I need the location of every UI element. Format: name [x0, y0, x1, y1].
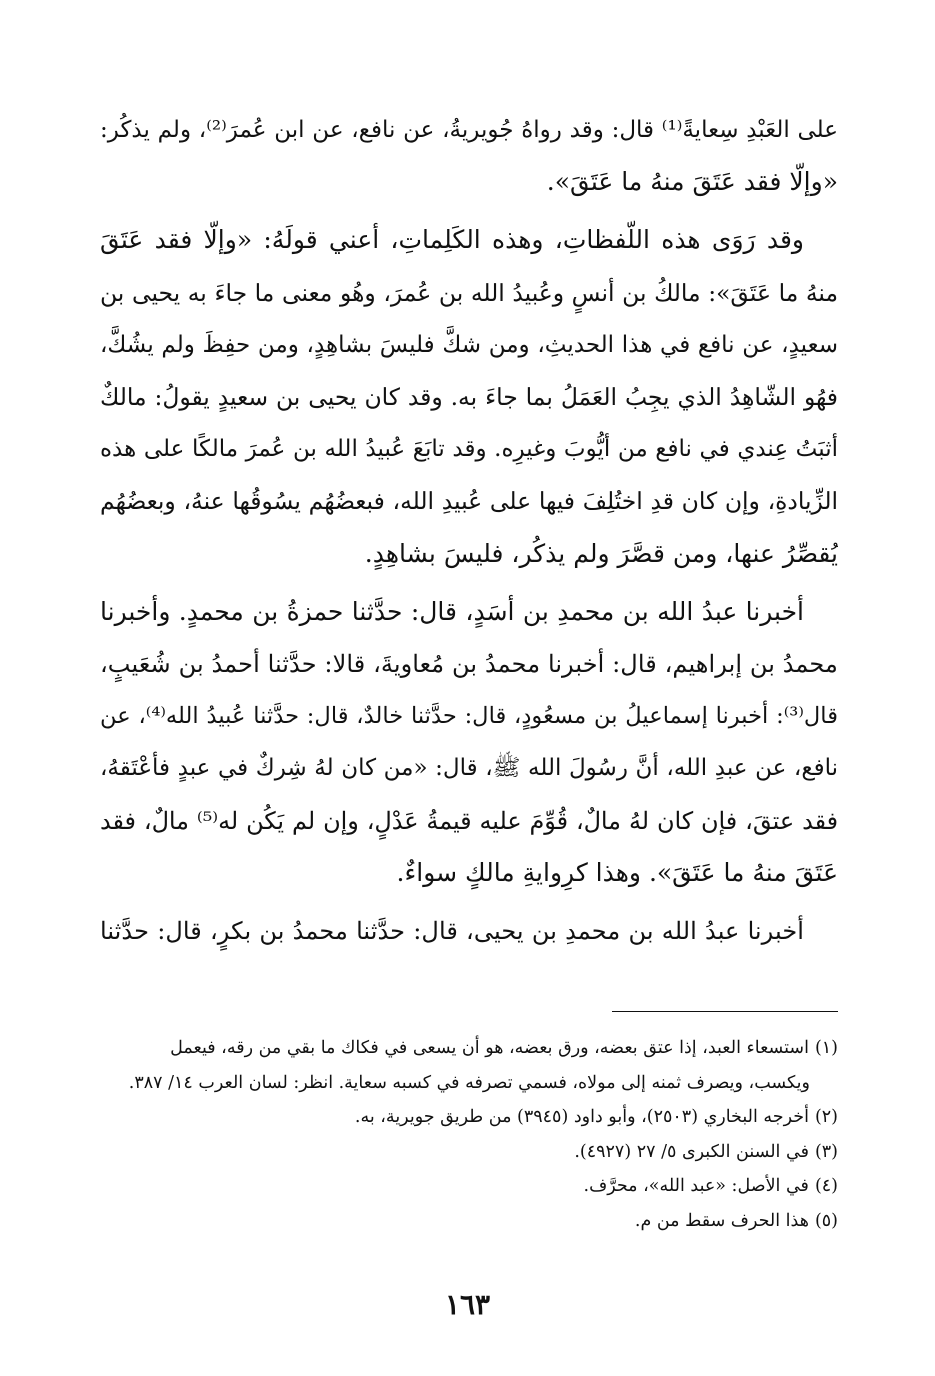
text-line: يُقصِّرُ عنها، ومن قصَّرَ ولم يذكُر، فليسَ بشاهِدٍ.	[364, 538, 838, 568]
text-line: محمدُ بن إبراهيم، قال: أخبرنا محمدُ بن مُعاويةَ، قالا: حدَّثنا أحمدُ بن شُعَيبٍ،	[100, 650, 838, 679]
text-line: نافع، عن عبدِ الله، أنَّ رسُولَ الله ﷺ، قال: «من كان لهُ شِركٌ في عبدٍ فأعْتَقهُ،	[100, 755, 838, 782]
paragraph	[100, 905, 838, 957]
text-line: قال⁽³⁾: أخبرنا إسماعيلُ بن مسعُودٍ، قال: حدَّثنا خالدٌ، قال: حدَّثنا عُبيدُ الله⁽⁴⁾، عن	[100, 703, 838, 730]
footnote-2: (٢)أخرجه البخاري (٢٥٠٣)، وأبو داود (٣٩٤٥) من طريق جويرية، به.	[354, 1107, 838, 1127]
footnotes	[100, 1031, 838, 1238]
text-line: عَتَقَ منهُ ما عَتَقَ». وهذا كرِوايةِ مالكٍ سواءٌ.	[396, 857, 838, 887]
footnote-separator	[612, 1011, 838, 1012]
paragraph	[100, 214, 838, 579]
text-line: وقد رَوَى هذه اللّفظاتِ، وهذه الكَلِماتِ، أعني قولَهُ: «وإلّا فقد عَتَقَ	[100, 225, 804, 255]
main-text	[100, 104, 838, 963]
text-line: أخبرنا عبدُ الله بن محمدِ بن يحيى، قال: حدَّثنا محمدُ بن بكرٍ، قال: حدَّثنا	[100, 917, 804, 946]
text-line: فهُو الشّاهِدُ الذي يجِبُ العَمَلُ بما جاءَ به. وقد كان يحيى بن سعيدٍ يقولُ: مالكٌ	[100, 383, 838, 412]
text-line: «وإلّا فقد عَتَقَ منهُ ما عَتَقَ».	[546, 167, 838, 197]
text-line: منهُ ما عَتَقَ»: مالكُ بن أنسٍ وعُبيدُ الله بن عُمرَ، وهُو معنى ما جاءَ به يحيى بن	[100, 278, 838, 307]
text-line: الزِّيادةِ، وإن كان قدِ اختُلِفَ فيها على عُبيدِ الله، فبعضُهُم يسُوقُها عنهُ، وبعضُهُم	[100, 487, 838, 516]
text-line: أخبرنا عبدُ الله بن محمدِ بن أسَدٍ، قال: حدَّثنا حمزةُ بن محمدٍ. وأخبرنا	[100, 596, 804, 626]
footnote-4: (٤)في الأصل: «عبد الله»، محرَّف.	[583, 1176, 838, 1196]
footnote-3: (٣)في السنن الكبرى ٥/ ٢٧ (٤٩٢٧).	[574, 1141, 838, 1162]
text-line: سعيدٍ، عن نافع في هذا الحديثِ، ومن شكَّ فليسَ بشاهِدٍ، ومن حفِظَ ولم يشُكَّ،	[100, 331, 838, 358]
footnote-1: (١)استسعاء العبد، إذا عتق بعضه، ورق بعضه، هو أن يسعى في فكاك ما بقي من رقه، فيعمل	[170, 1038, 838, 1058]
footnote-1-continued: ويكسب، ويصرف ثمنه إلى مولاه، فسمي تصرفه في كسبه سعاية. انظر: لسان العرب ١٤/ ٣٨٧.	[128, 1072, 810, 1093]
text-line: فقد عتقَ، فإن كان لهُ مالٌ، قُوِّمَ عليه قيمةُ عَدْلٍ، وإن لم يَكُن له⁽⁵⁾ مالٌ، فقد	[100, 806, 838, 835]
footnote-5: (٥)هذا الحرف سقط من م.	[634, 1210, 838, 1231]
text-line: أثبَتُ عِندي في نافع من أيُّوبَ وغيرِه. وقد تابَعَ عُبيدُ الله بن عُمرَ مالكًا على هذه	[100, 436, 838, 463]
paragraph	[100, 586, 838, 899]
paragraph	[100, 104, 838, 208]
text-line: على العَبْدِ سِعايةً⁽¹⁾ قال: وقد رواهُ جُويريةُ، عن نافع، عن ابن عُمرَ⁽²⁾، ولم يذكُر:	[100, 117, 838, 143]
page-number: ١٦٣	[444, 1288, 491, 1321]
